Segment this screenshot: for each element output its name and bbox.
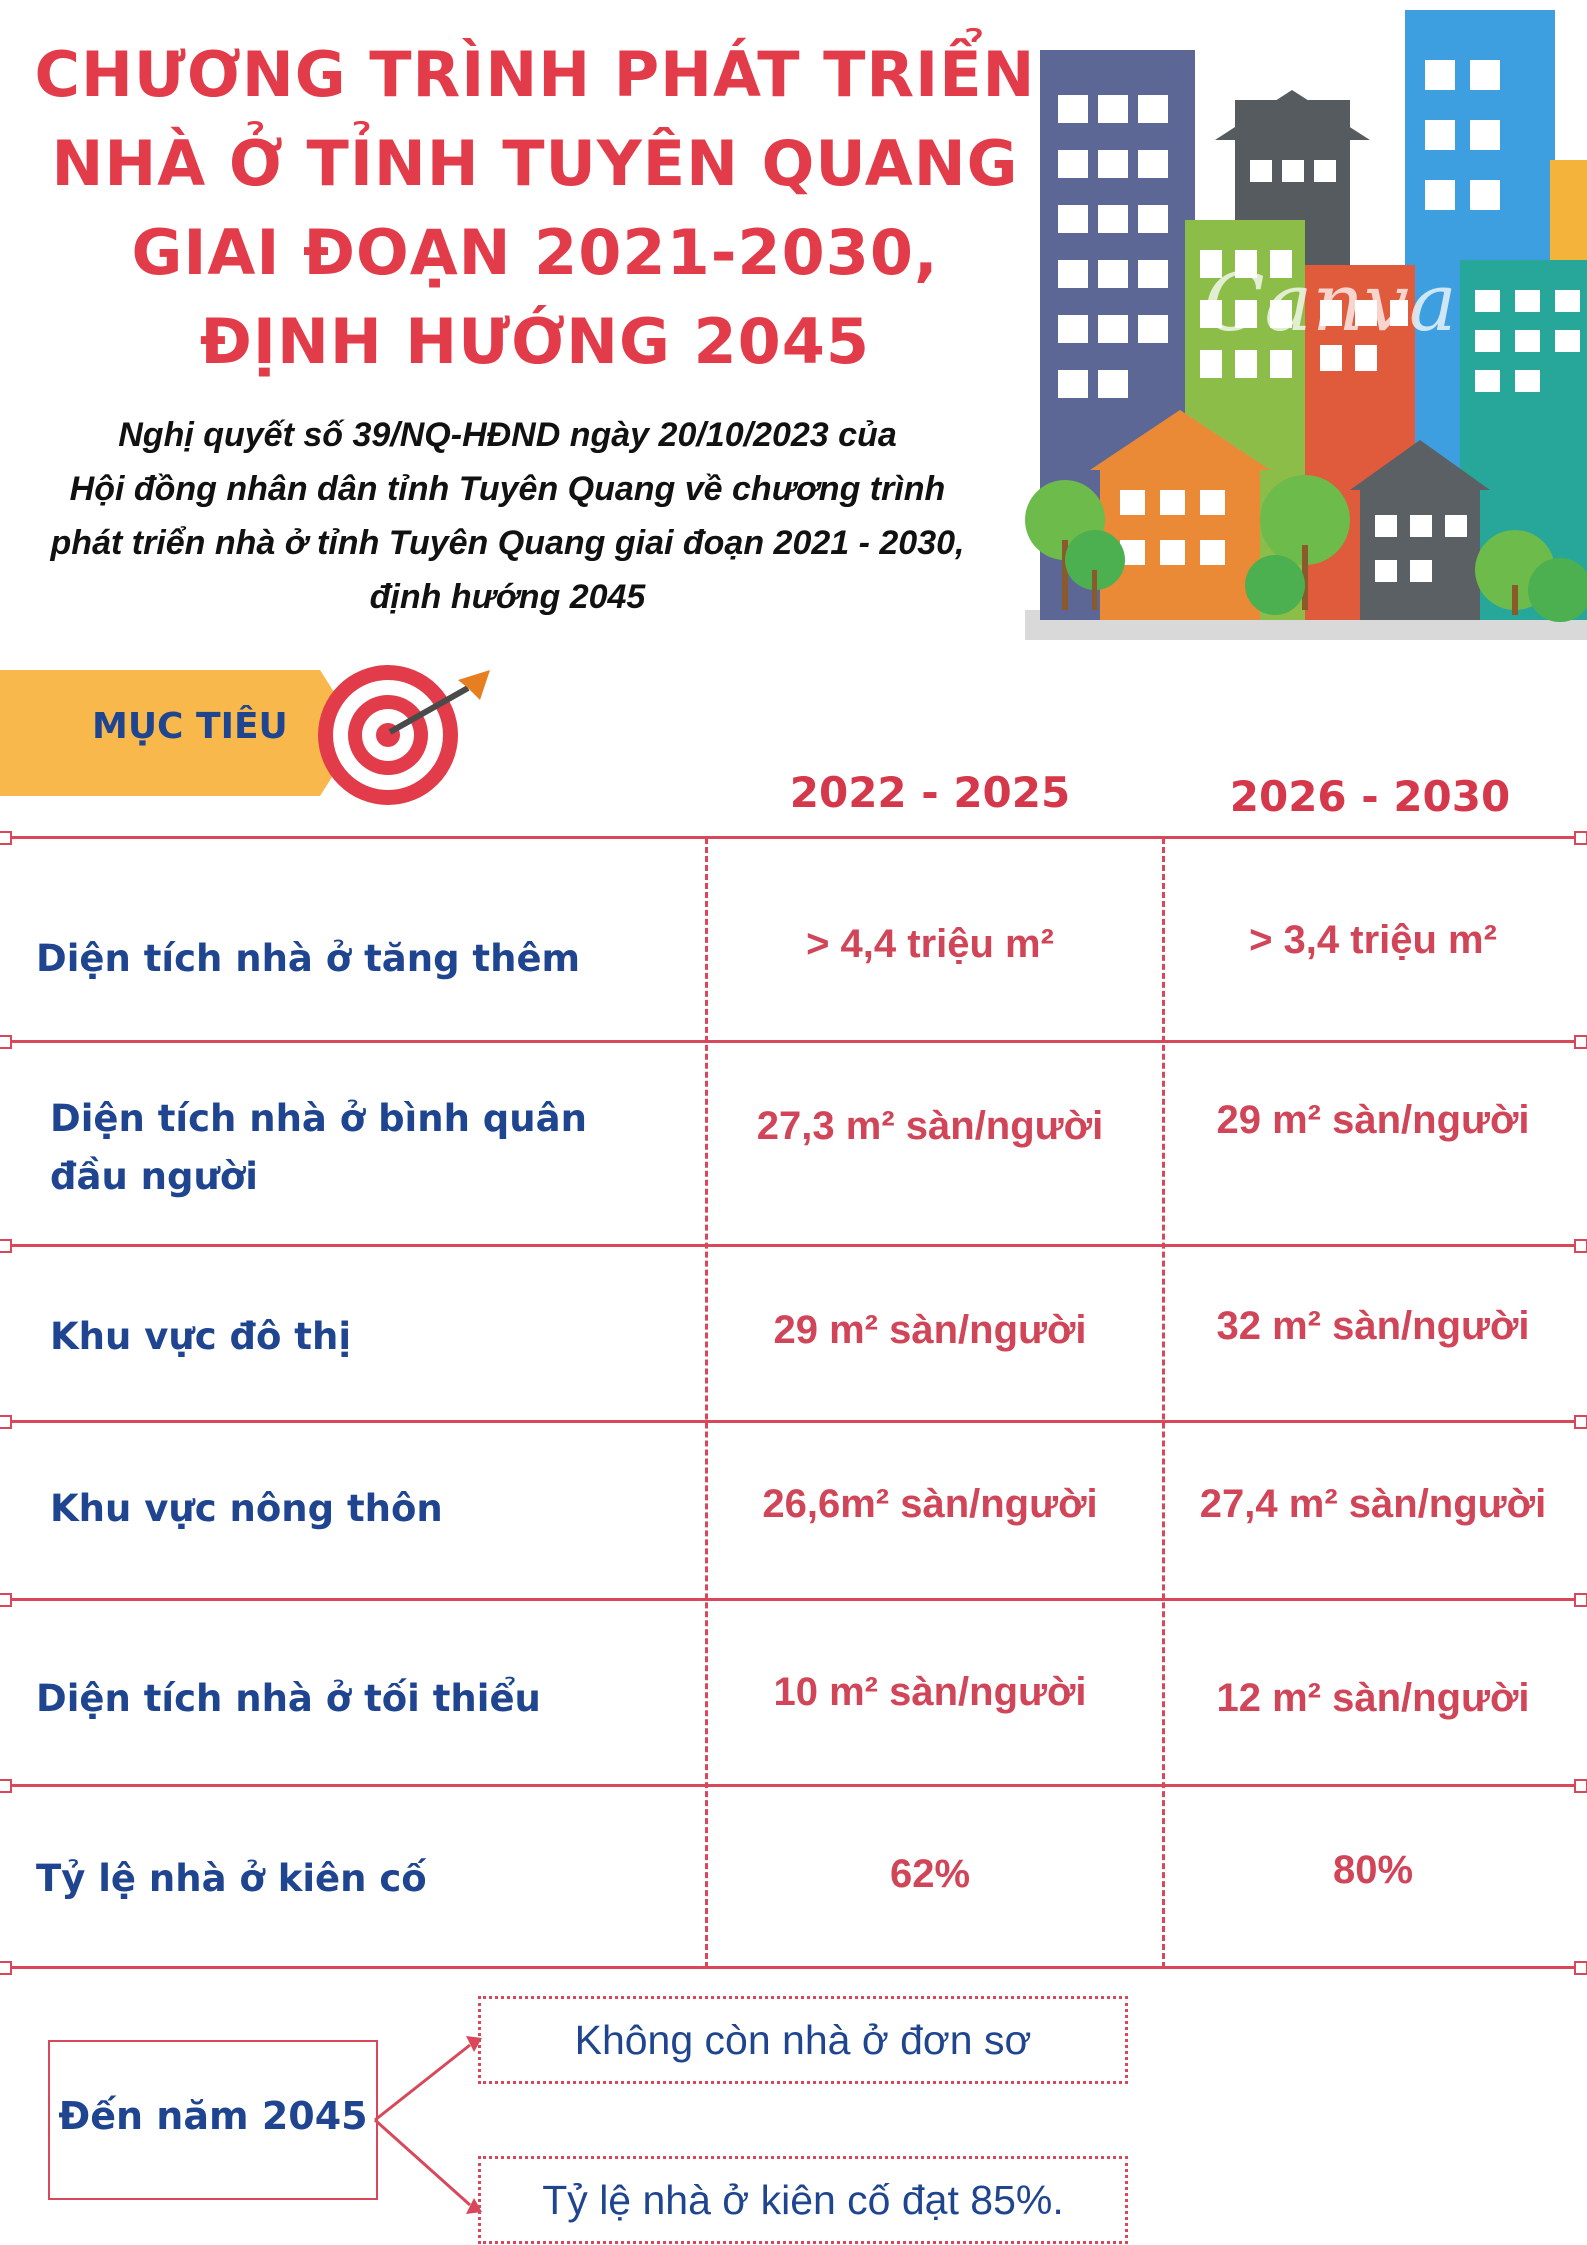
- table-divider: [8, 1784, 1578, 1787]
- page-title: [20, 30, 1050, 386]
- row-label-per-capita-area: [50, 1090, 587, 1206]
- objectives-label: MỤC TIÊU: [92, 706, 288, 747]
- table-divider: [8, 1040, 1578, 1043]
- value-added-area-2026-2030: > 3,4 triệu m²: [1249, 918, 1497, 962]
- row-label-line: Khu vực đô thị: [50, 1315, 352, 1358]
- row-label-line: đầu người: [50, 1155, 258, 1198]
- title-line: ĐỊNH HƯỚNG 2045: [199, 305, 871, 378]
- value-per-capita-2026-2030: 29 m² sàn/người: [1216, 1098, 1530, 1142]
- value-urban-2026-2030: 32 m² sàn/người: [1216, 1304, 1530, 1348]
- row-label-line: Diện tích nhà ở tăng thêm: [36, 937, 581, 980]
- subtitle-line: Hội đồng nhân dân tỉnh Tuyên Quang về chương trình: [69, 470, 946, 508]
- column-divider: [1162, 838, 1165, 1968]
- row-label-line: Diện tích nhà ở bình quân: [50, 1097, 587, 1140]
- canva-watermark: Canva: [1203, 256, 1457, 349]
- city-buildings-icon: [1020, 0, 1587, 640]
- value-solid-rate-2022-2025: 62%: [889, 1852, 971, 1896]
- row-label-solid-housing-rate: [36, 1850, 427, 1908]
- row-label-rural-area: [50, 1480, 443, 1538]
- period-header-1: 2022 - 2025: [789, 768, 1071, 817]
- value-rural-2026-2030: 27,4 m² sàn/người: [1199, 1482, 1547, 1526]
- table-divider: [8, 1598, 1578, 1601]
- value-minimum-2026-2030: 12 m² sàn/người: [1216, 1676, 1530, 1720]
- table-divider: [8, 836, 1578, 839]
- resolution-subtitle: [0, 408, 1015, 624]
- table-divider: [8, 1244, 1578, 1247]
- row-label-urban-area: [50, 1308, 351, 1366]
- value-solid-rate-2026-2030: 80%: [1332, 1848, 1414, 1892]
- title-line: GIAI ĐOẠN 2021-2030,: [131, 216, 939, 289]
- target-2045-label: Đến năm 2045: [58, 2094, 368, 2138]
- subtitle-line: phát triển nhà ở tỉnh Tuyên Quang giai đoạn 2021 - 2030,: [50, 524, 965, 562]
- value-urban-2022-2025: 29 m² sàn/người: [773, 1308, 1087, 1352]
- row-label-line: Khu vực nông thôn: [50, 1487, 443, 1530]
- branch-arrows-icon: [370, 2020, 490, 2240]
- subtitle-line: Nghị quyết số 39/NQ-HĐND ngày 20/10/2023 của: [118, 416, 897, 454]
- value-added-area-2022-2025: > 4,4 triệu m²: [806, 922, 1054, 966]
- period-header-2: 2026 - 2030: [1229, 772, 1511, 821]
- title-line: NHÀ Ở TỈNH TUYÊN QUANG: [51, 127, 1019, 200]
- value-per-capita-2022-2025: 27,3 m² sàn/người: [756, 1104, 1104, 1148]
- value-minimum-2022-2025: 10 m² sàn/người: [773, 1670, 1087, 1714]
- column-divider: [705, 838, 708, 1968]
- target-arrow-icon: [318, 660, 498, 810]
- note-solid-housing-85: Tỷ lệ nhà ở kiên cố đạt 85%.: [478, 2156, 1128, 2244]
- value-rural-2022-2025: 26,6m² sàn/người: [762, 1482, 1098, 1526]
- subtitle-line: định hướng 2045: [369, 578, 646, 616]
- title-line: CHƯƠNG TRÌNH PHÁT TRIỂN: [34, 38, 1036, 111]
- row-label-added-area: [36, 930, 580, 988]
- row-label-line: Diện tích nhà ở tối thiểu: [36, 1677, 541, 1720]
- note-no-makeshift-housing: Không còn nhà ở đơn sơ: [478, 1996, 1128, 2084]
- row-label-minimum-area: [36, 1670, 541, 1728]
- table-divider: [8, 1420, 1578, 1423]
- row-label-line: Tỷ lệ nhà ở kiên cố: [36, 1857, 427, 1900]
- table-divider: [8, 1966, 1578, 1969]
